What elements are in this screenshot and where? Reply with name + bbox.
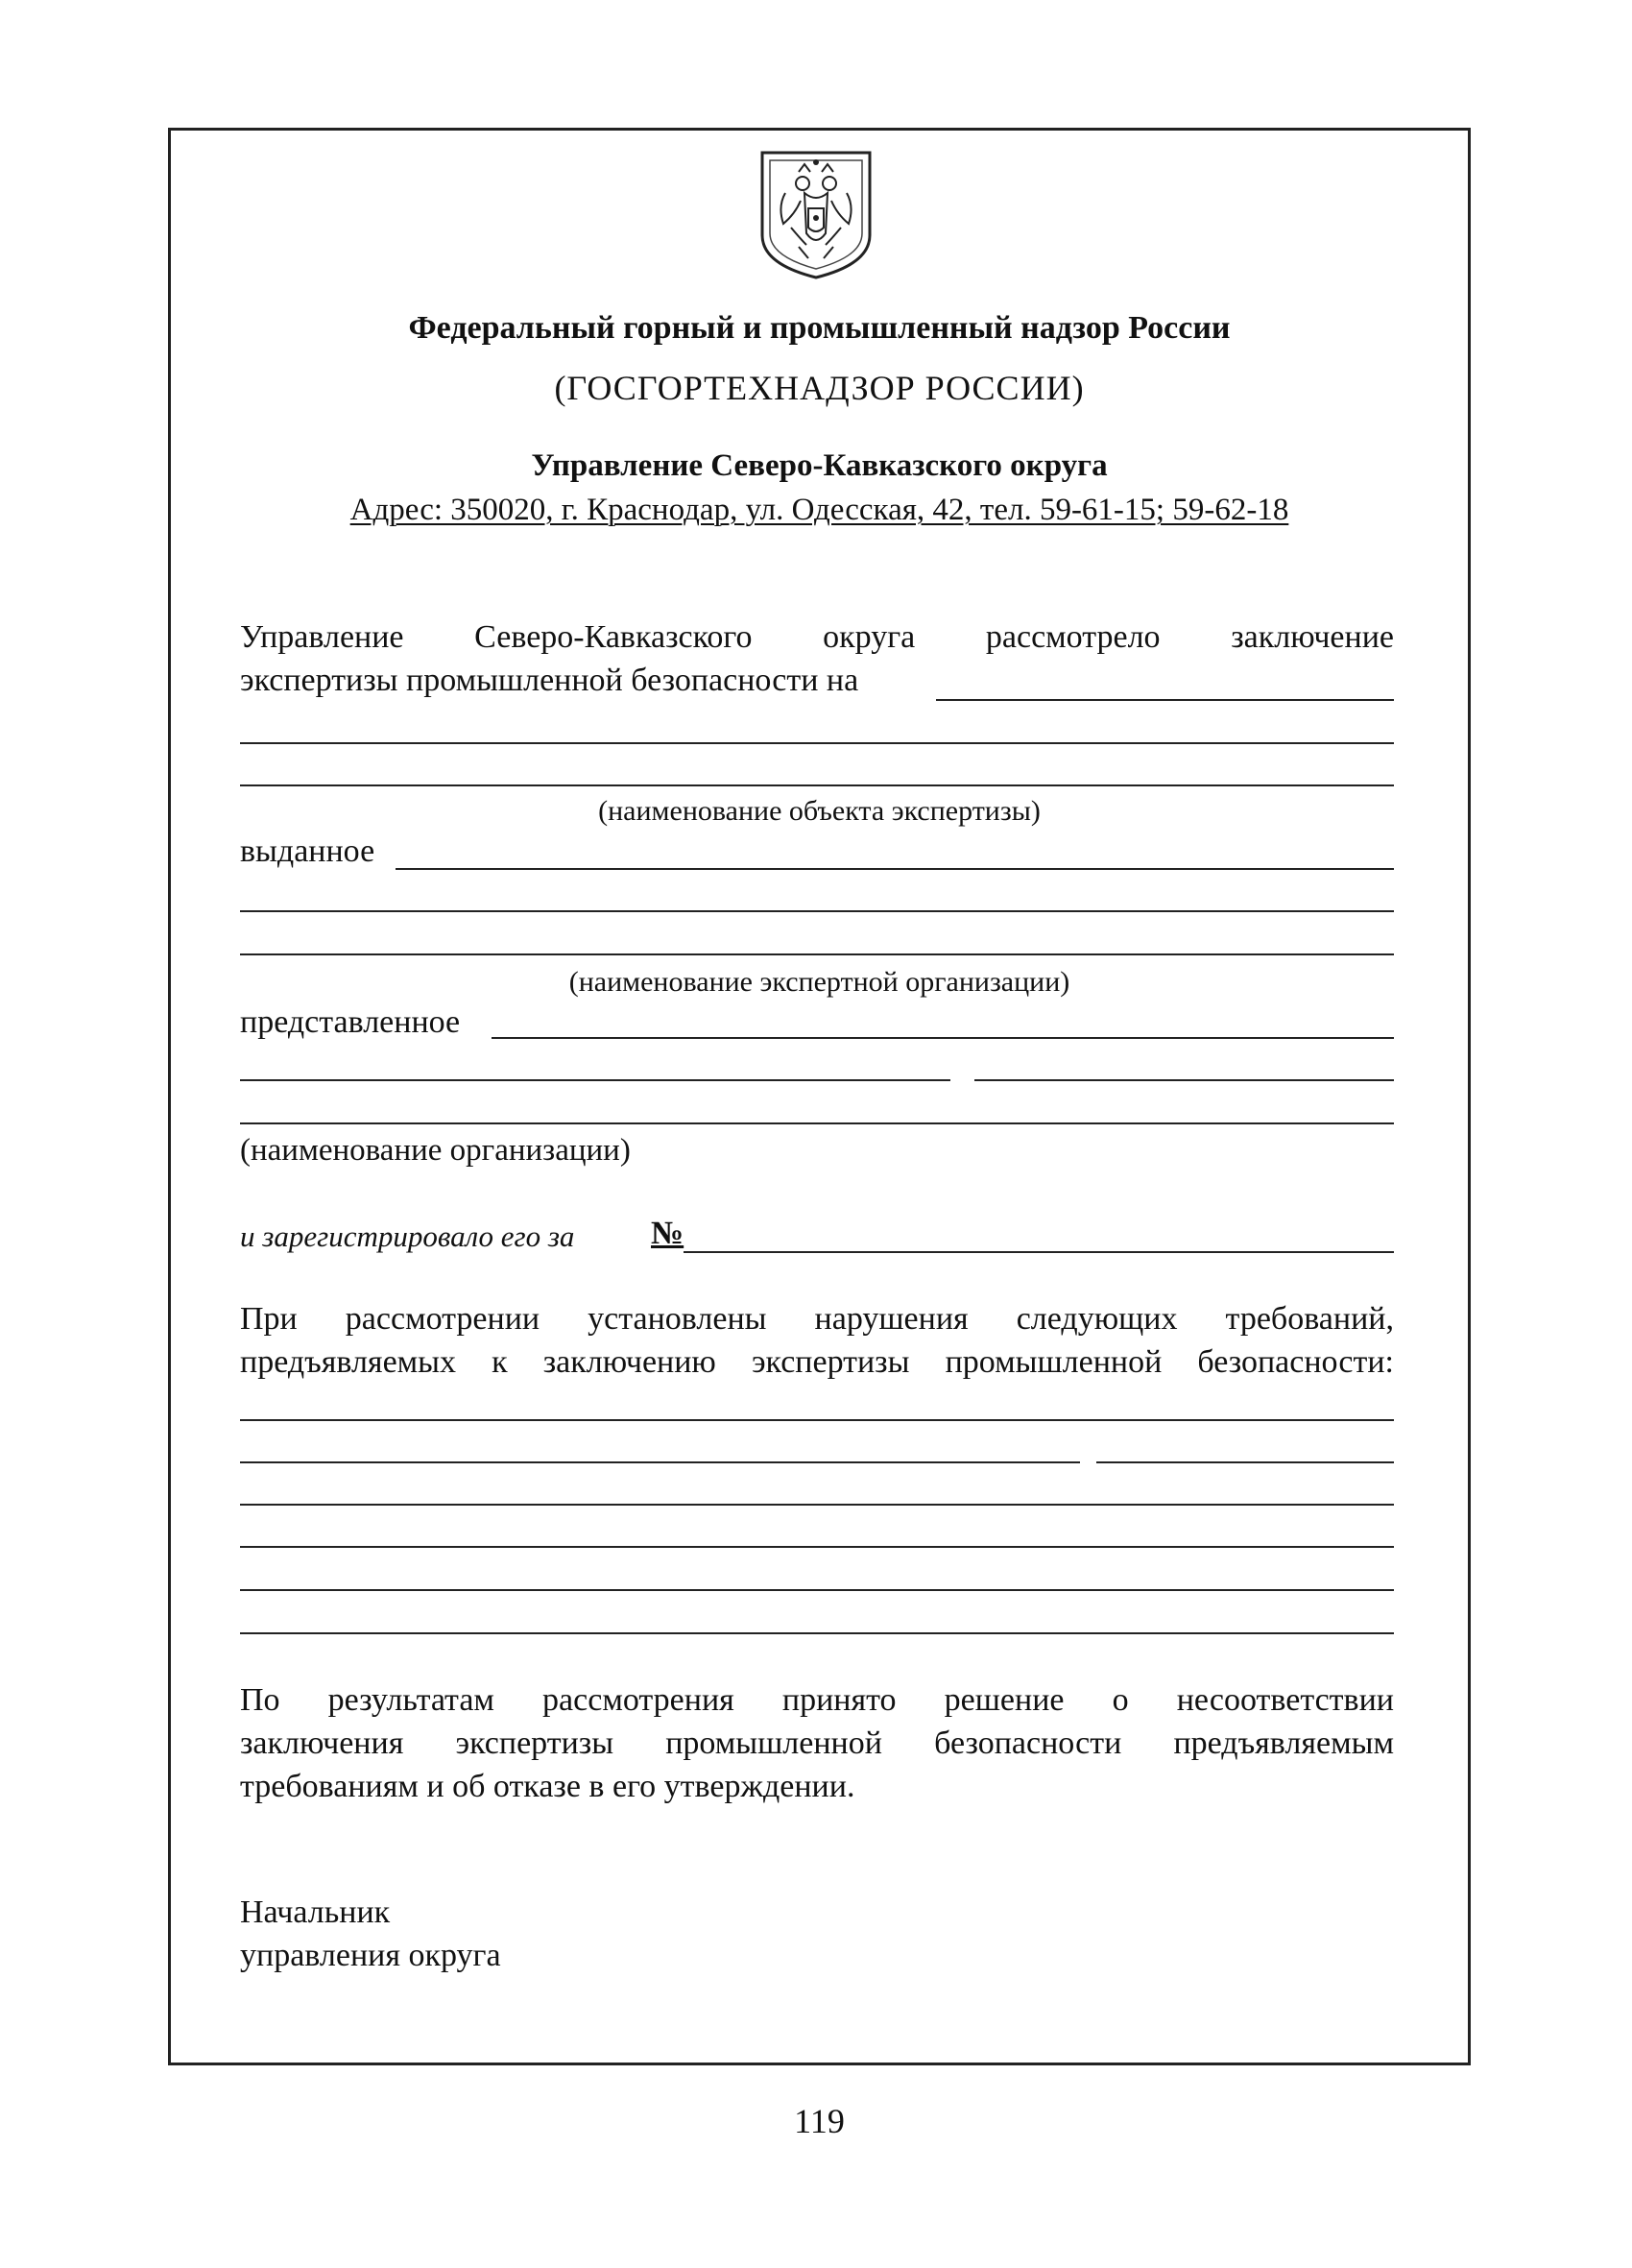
caption-object: (наименование объекта экспертизы)	[598, 795, 1041, 827]
decision-line-1: По результатам рассмотрения принято решение о несоответствии	[240, 1682, 1394, 1718]
agency-name: Федеральный горный и промышленный надзор России	[408, 310, 1231, 346]
registered-label: и зарегистрировало его за	[240, 1219, 575, 1253]
address-line	[168, 493, 1471, 528]
coat-of-arms-icon	[756, 147, 876, 281]
number-sign: №	[651, 1216, 684, 1251]
object-fill-line-3	[240, 784, 1394, 786]
signature-title-line-1: Начальник	[240, 1894, 391, 1930]
page-number: 119	[794, 2102, 845, 2140]
caption-expert-organization: (наименование экспертной организации)	[568, 966, 1070, 998]
violations-fill-line-3	[240, 1504, 1394, 1506]
decision-line-3: требованиям и об отказе в его утверждении.	[240, 1769, 855, 1804]
object-fill-line-1	[936, 699, 1394, 701]
violations-fill-line-6	[240, 1632, 1394, 1634]
violations-line-1: При рассмотрении установлены нарушения следующих требований,	[240, 1301, 1394, 1337]
intro-line-1: Управление Северо-Кавказского округа рассмотрело заключение	[240, 619, 1394, 655]
violations-fill-line-1	[240, 1419, 1394, 1421]
caption-organization: (наименование организации)	[240, 1133, 631, 1168]
org-fill-line-3	[240, 1122, 1394, 1124]
expert-org-fill-line-2	[240, 910, 1394, 912]
issued-label: выданное	[240, 833, 375, 869]
department-name: Управление Северо-Кавказского округа	[531, 448, 1108, 483]
org-fill-line-2b	[974, 1079, 1394, 1081]
violations-fill-line-4	[240, 1546, 1394, 1548]
object-fill-line-2	[240, 742, 1394, 744]
violations-line-2: предъявляемых к заключению экспертизы промышленной безопасности:	[240, 1344, 1394, 1380]
org-fill-line-1	[492, 1037, 1394, 1039]
violations-fill-line-2b	[1096, 1461, 1394, 1463]
submitted-label: представленное	[240, 1004, 461, 1040]
org-fill-line-2a	[240, 1079, 950, 1081]
address-text: Адрес: 350020, г. Краснодар, ул. Одесская, 42, тел. 59-61-15; 59-62-18	[349, 493, 1289, 527]
decision-line-2: заключения экспертизы промышленной безопасности предъявляемым	[240, 1725, 1394, 1761]
agency-abbreviation: (ГОСГОРТЕХНАДЗОР РОССИИ)	[554, 369, 1085, 407]
signature-title-line-2: управления округа	[240, 1938, 501, 1973]
intro-line-2: экспертизы промышленной безопасности на	[240, 663, 859, 698]
registration-number-line	[684, 1251, 1394, 1253]
expert-org-fill-line-1	[396, 868, 1394, 870]
violations-fill-line-5	[240, 1589, 1394, 1591]
violations-fill-line-2a	[240, 1461, 1080, 1463]
expert-org-fill-line-3	[240, 953, 1394, 955]
